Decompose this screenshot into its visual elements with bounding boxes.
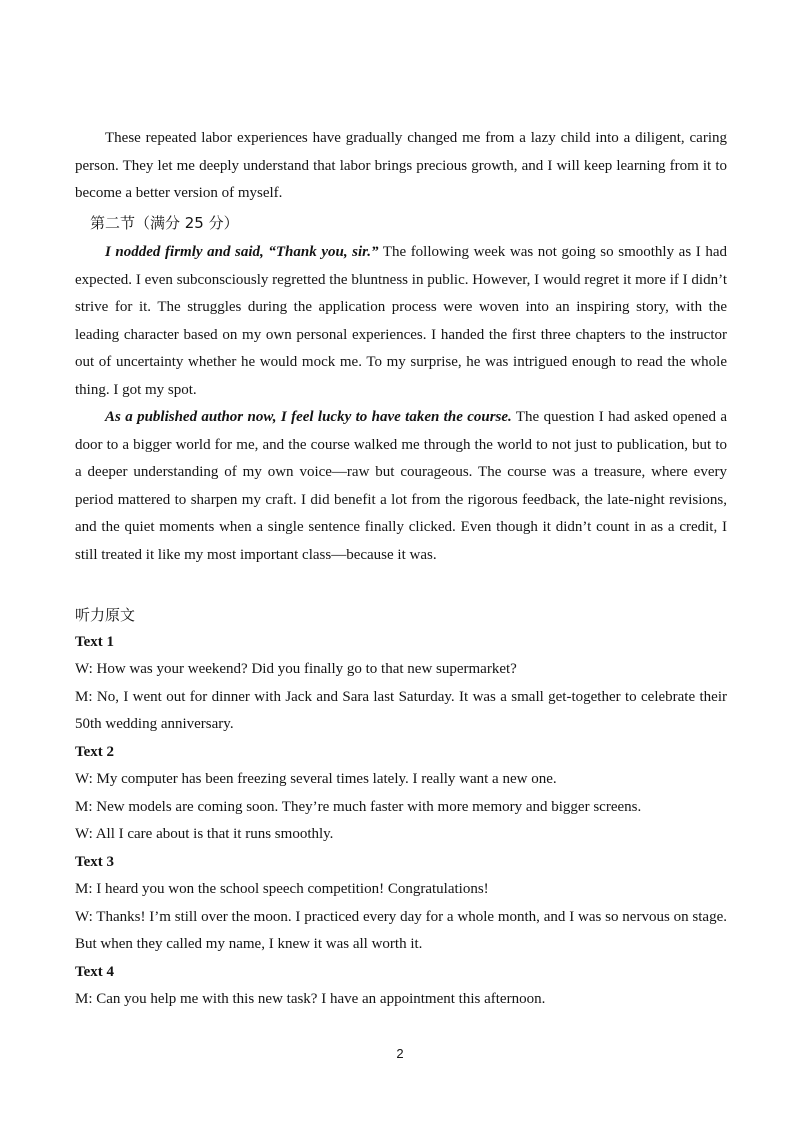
listening-text-3 — [75, 849, 727, 959]
listening-text-4 — [75, 959, 727, 1014]
dialogue-line: W: Thanks! I’m still over the moon. I practiced every day for a whole month, and I was so nervous on stage. But when they called my name, I knew it was all worth it. — [75, 908, 727, 952]
section-2-heading: 第二节（满分 25 分） — [90, 213, 239, 232]
text-label: Text 4 — [75, 963, 115, 980]
dialogue-line: W: My computer has been freezing several times lately. I really want a new one. — [75, 771, 557, 787]
page-number: 2 — [396, 1046, 404, 1061]
page-content — [75, 125, 727, 1014]
dialogue-line: M: Can you help me with this new task? I have an appointment this afternoon. — [75, 991, 546, 1007]
dialogue-line: M: New models are coming soon. They’re much faster with more memory and bigger screens. — [75, 798, 642, 815]
listening-text-1 — [75, 629, 727, 739]
text-label: Text 3 — [75, 853, 115, 870]
text-label: Text 1 — [75, 633, 115, 650]
essay-paragraph-3 — [75, 404, 727, 569]
essay-paragraph-2 — [75, 239, 727, 404]
paragraph-2-body: The following week was not going so smoothly as I had expected. I even subconsciously regretted the bluntness in public. However, I would regret it more if I didn’t strive for it. The struggles during the application process were woven into an inspiring story, with the leading character based on my own personal experiences. I handed the first three chapters to the instructor out of uncertainty whether he would mock me. To my surprise, he was intrigued enough to read the whole thing. I got my spot. — [75, 244, 727, 398]
listening-text-2 — [75, 739, 727, 849]
dialogue-line: M: No, I went out for dinner with Jack and Sara last Saturday. It was a small get-together to celebrate their 50th wedding anniversary. — [75, 688, 727, 732]
text-label: Text 2 — [75, 743, 115, 760]
essay-paragraph-1: These repeated labor experiences have gradually changed me from a lazy child into a diligent, caring person. They let me deeply understand that labor brings precious growth, and I will keep learning from it to become a better version of myself. — [75, 130, 727, 201]
dialogue-line: W: How was your weekend? Did you finally go to that new supermarket? — [75, 661, 517, 677]
dialogue-line: W: All I care about is that it runs smoothly. — [75, 826, 334, 842]
listening-section-title: 听力原文 — [75, 605, 136, 624]
dialogue-line: M: I heard you won the school speech competition! Congratulations! — [75, 881, 489, 897]
paragraph-3-body: The question I had asked opened a door to a bigger world for me, and the course walked me through the world to not just to publication, but to a deeper understanding of my own voice—raw but courageous. The course was a treasure, where every period mattered to sharpen my craft. I did benefit a lot from the rigorous feedback, the late-night revisions, and the quiet moments when a single sentence finally clicked. Even though it didn’t count in as a credit, I still treated it like my most important class—because it was. — [75, 409, 727, 563]
section-gap — [75, 569, 727, 597]
paragraph-3-lead-sentence: As a published author now, I feel lucky to have taken the course. — [105, 409, 512, 425]
paragraph-2-lead-sentence: I nodded firmly and said, “Thank you, sir.” — [105, 244, 379, 260]
